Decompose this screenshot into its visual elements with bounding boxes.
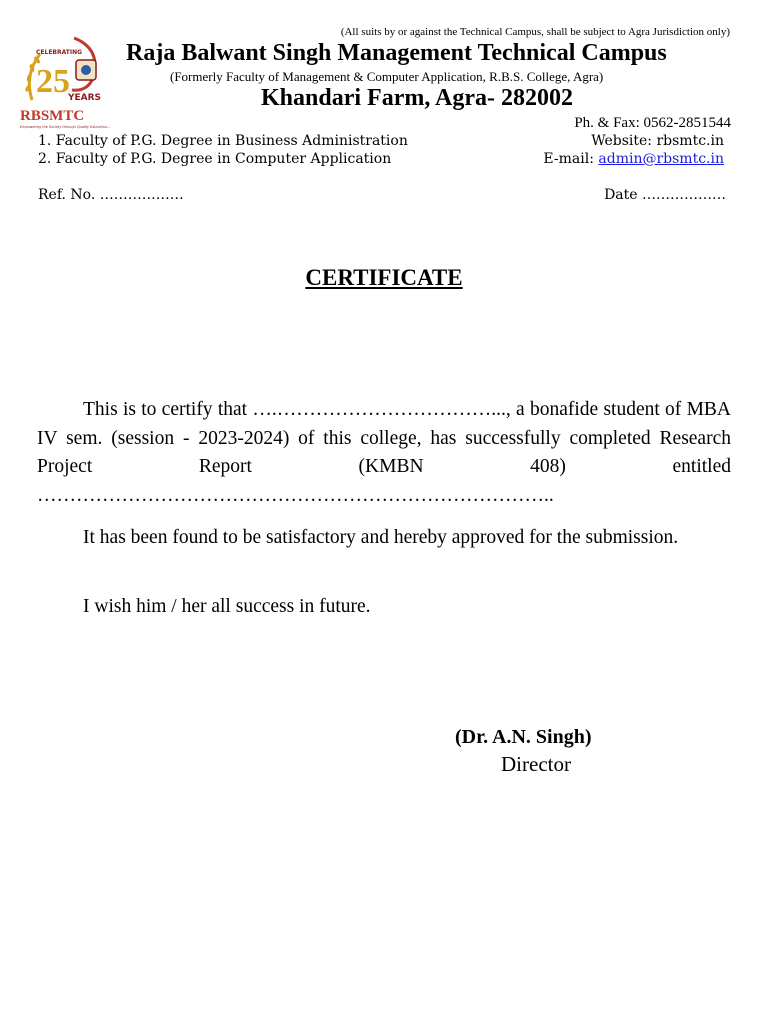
college-logo — [14, 30, 118, 134]
logo-acronym: RBSMTC — [20, 108, 85, 124]
certificate-title: CERTIFICATE — [305, 265, 463, 290]
logo-years-number: 25 — [36, 63, 70, 100]
college-address: Khandari Farm, Agra- 282002 — [261, 85, 573, 111]
para-3-text: I wish him / her all success in future. — [83, 596, 371, 617]
logo-years-label: YEARS — [68, 93, 102, 103]
email-link[interactable]: admin@rbsmtc.in — [598, 151, 724, 167]
reference-number: Ref. No. ……………… — [38, 187, 184, 203]
para-2-text: It has been found to be satisfactory and hereby approved for the submission. — [83, 527, 679, 548]
email-line — [543, 151, 724, 167]
logo-celebrating-text: CELEBRATING — [36, 49, 83, 56]
faculty-business-admin: 1. Faculty of P.G. Degree in Business Administration — [38, 133, 408, 149]
signatory-designation: Director — [501, 752, 571, 776]
signatory-name: (Dr. A.N. Singh) — [455, 726, 592, 748]
certificate-body-para-3 — [37, 593, 731, 622]
certificate-body-para-1 — [37, 396, 731, 510]
para-1-text: This is to certify that ….……………………………..., a bonafide student of MBA IV sem. (session - 2023-2024) of this college, has successfully completed Research Project Report (KMBN 408) entitled …………………………………………………………………….. — [37, 399, 731, 506]
logo-tagline: Empowering the Society through Quality Education... — [20, 125, 111, 129]
phone-fax: Ph. & Fax: 0562-2851544 — [574, 115, 731, 131]
website-text: Website: rbsmtc.in — [591, 133, 724, 149]
faculty-computer-app: 2. Faculty of P.G. Degree in Computer Application — [38, 151, 392, 167]
college-name: Raja Balwant Singh Management Technical Campus — [126, 40, 667, 66]
email-label: E-mail: — [543, 151, 599, 167]
date-field: Date ……………… — [604, 187, 726, 203]
formerly-note: (Formerly Faculty of Management & Computer Application, R.B.S. College, Agra) — [170, 69, 604, 84]
certificate-body-para-2 — [37, 524, 731, 553]
jurisdiction-note: (All suits by or against the Technical Campus, shall be subject to Agra Jurisdiction only) — [340, 26, 730, 38]
